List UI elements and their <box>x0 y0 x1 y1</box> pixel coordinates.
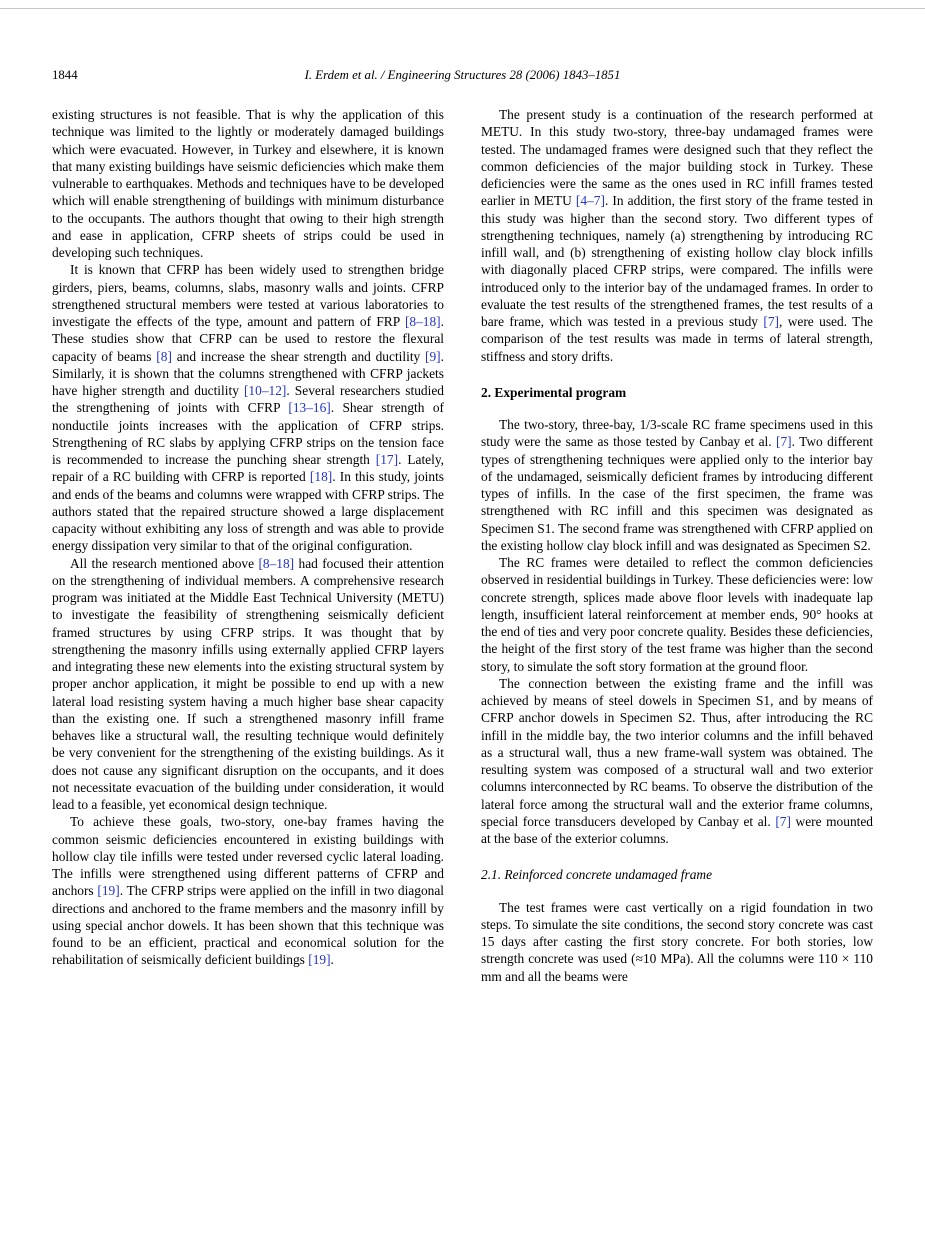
citation-link[interactable]: [13–16] <box>288 400 331 416</box>
citation-link[interactable]: [7] <box>775 813 791 829</box>
two-column-body <box>52 106 873 985</box>
paragraph: To achieve these goals, two-story, one-bay frames having the common seismic deficiencies encountered in existing buildings with hollow clay tile infills were tested under reversed cyclic lateral loading. The infills were strengthened using different patterns of CFRP and anchors [19]. The CFRP strips were applied on the infill in two diagonal directions and anchored to the frame members and the masonry infill by using special anchor dowels. It has been shown that this technique was found to be an efficient, practical and economical solution for the rehabilitation of seismically deficient buildings [19]. <box>52 814 444 968</box>
paragraph: It is known that CFRP has been widely used to strengthen bridge girders, piers, beams, columns, slabs, masonry walls and joints. CFRP strengthened structural members were tested at various laboratories to investigate the effects of the type, amount and pattern of FRP [8–18]. These studies show that CFRP can be used to restore the flexural capacity of beams [8] and increase the shear strength and ductility [9]. Similarly, it is shown that the columns strengthened with CFRP jackets have higher strength and ductility [10–12]. Several researchers studied the strengthening of joints with CFRP [13–16]. Shear strength of nonductile joints increases with the application of CFRP strips. Strengthening of RC slabs by applying CFRP strips on the tension face is recommended to increase the punching shear strength [17]. Lately, repair of a RC building with CFRP is reported [18]. In this study, joints and ends of the beams and columns were wrapped with CFRP strips. The authors stated that the repaired structure showed a large displacement capacity without exhibiting any loss of strength and was able to provide energy dissipation very similar to that of the original configuration. <box>52 262 445 554</box>
citation-link[interactable]: [19] <box>308 952 331 968</box>
paragraph: The connection between the existing frame and the infill was achieved by means of steel dowels in Specimen S1, and by means of CFRP anchor dowels in Specimen S2. Thus, after introducing the RC infill in the middle bay, the two interior columns and the infill behaved as a structural wall, thus a new frame-wall system was obtained. The resulting system was composed of a structural wall and two exterior columns interconnected by RC beams. To observe the distribution of the lateral force among the structural wall and the exterior frame columns, special force transducers developed by Canbay et al. [7] were mounted at the base of the exterior columns. <box>481 675 873 846</box>
citation-link[interactable]: [18] <box>309 469 333 485</box>
citation-link[interactable]: [9] <box>425 348 441 364</box>
paragraph: The test frames were cast vertically on a rigid foundation in two steps. To simulate the site conditions, the second story concrete was cast 15 days after casting the first story concrete. For both stories, low strength concrete was used (≈10 MPa). All the columns were 110 × 110 mm and all the beams were <box>481 899 873 984</box>
subsection-heading: 2.1. Reinforced concrete undamaged frame <box>481 867 713 883</box>
citation-link[interactable]: [8–18] <box>258 555 295 571</box>
paragraph: All the research mentioned above [8–18] had focused their attention on the strengthening of individual members. A comprehensive research program was initiated at the Middle East Technical University (METU) to investigate the feasibility of strengthening seismically deficient framed structures by using CFRP strips. It was thought that by strengthening the masonry infills using externally applied CFRP layers and integrating these new elements into the existing structural system by proper anchor application, it might be possible to end up with a new lateral load resisting system having a much higher base shear capacity than the existing one. If such a strengthened masonry infill frame behaves like a structural wall, the resulting technique would definitely be very convenient for the strengthening of the existing buildings. As it does not cause any significant disruption on the occupants, and it does not necessitate evacuation of the building under consideration, it would lead to a feasible, yet economical design technique. <box>52 555 444 812</box>
citation-link[interactable]: [8–18] <box>404 314 441 329</box>
citation-link[interactable]: [10–12] <box>243 383 287 398</box>
running-header <box>52 68 873 85</box>
paragraph: The present study is a continuation of the research performed at METU. In this study two-story, three-bay undamaged frames were tested. The undamaged frames were designed such that they reflect the common deficiencies of the major building stock in Turkey. These deficiencies were the same as the ones used in RC infill frames tested earlier in METU [4–7]. In addition, the first story of the frame tested in this study was higher than the second story. Two different types of strengthening techniques, namely (a) strengthening by introducing RC infill wall, and (b) strengthening of existing hollow clay block infills with diagonally placed CFRP strips, were compared. The infills were introduced only to the interior bay of the undamaged frames. In order to evaluate the test results of the strengthened frames, the test results of a bare frame, which was tested in a previous study [7], were used. The comparison of the test results was made in terms of lateral strength, stiffness and story drifts. <box>481 107 873 364</box>
page-number: 1844 <box>52 68 78 82</box>
citation-link[interactable]: [4–7] <box>575 193 605 209</box>
section-heading: 2. Experimental program <box>481 384 627 400</box>
right-column <box>481 106 873 985</box>
citation-link[interactable]: [17] <box>375 452 399 467</box>
citation-link[interactable]: [7] <box>763 314 779 329</box>
citation-link[interactable]: [19] <box>97 883 120 899</box>
running-head-title: I. Erdem et al. / Engineering Structures 28 (2006) 1843–1851 <box>304 68 621 82</box>
left-column <box>52 106 444 985</box>
citation-link[interactable]: [8] <box>156 348 172 364</box>
paragraph: existing structures is not feasible. That is why the application of this technique was limited to the lightly or moderately damaged buildings which were evacuated. However, in Turkey and elsewhere, it is known that many existing buildings have seismic deficiencies which make them vulnerable to earthquakes. Methods and techniques have to be developed which will enable strengthening of buildings with minimum disturbance to the occupants. The authors thought that owing to their high strength and ease in application, CFRP sheets of strips could be used in developing such techniques. <box>52 107 444 260</box>
paragraph: The RC frames were detailed to reflect the common deficiencies observed in residential buildings in Turkey. These deficiencies were: low concrete strength, splices made above floor levels with inadequate lap length, insufficient lateral reinforcement at member ends, 90° hooks at the end of ties and very poor concrete quality. Besides these deficiencies, the height of the first story of the test frame was higher than the second story, to simulate the soft story formation at the ground floor. <box>481 555 873 674</box>
paragraph: The two-story, three-bay, 1/3-scale RC frame specimens used in this study were the same as those tested by Canbay et al. [7]. Two different types of strengthening techniques were applied only to the interior bay of the undamaged, seismically deficient frames by introducing different types of infills. In the case of the first specimen, the frame was strengthened with RC infill and this specimen was designated as Specimen S1. The second frame was strengthened with CFRP applied on the existing hollow clay block infill and was designated as Specimen S2. <box>481 417 874 553</box>
citation-link[interactable]: [7] <box>776 434 792 450</box>
